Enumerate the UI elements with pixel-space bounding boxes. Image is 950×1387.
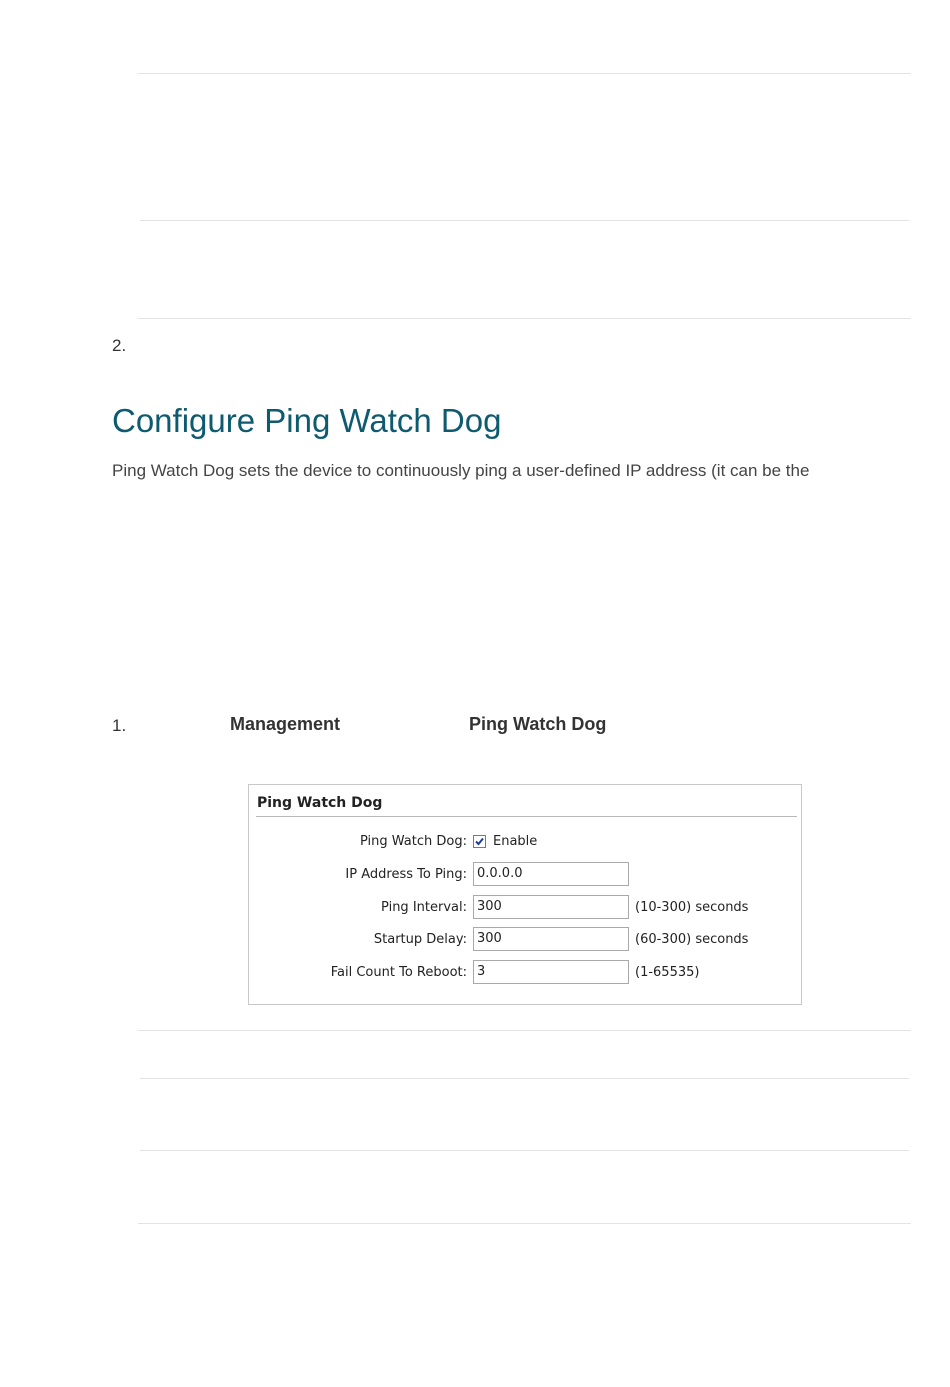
step-number-1: 1.	[112, 716, 127, 735]
startup-delay-hint: (60-300) seconds	[635, 932, 749, 947]
ip-address-label: IP Address To Ping:	[345, 867, 467, 882]
ip-address-input[interactable]: 0.0.0.0	[473, 862, 629, 886]
table-divider	[140, 1078, 909, 1079]
panel-divider	[256, 816, 797, 817]
page-title: Configure Ping Watch Dog	[112, 402, 502, 439]
table-divider	[138, 1030, 911, 1031]
panel-title: Ping Watch Dog	[257, 795, 383, 811]
table-divider	[140, 1150, 909, 1151]
nav-page-ping-watch-dog: Ping Watch Dog	[469, 714, 607, 734]
fail-count-label: Fail Count To Reboot:	[330, 965, 467, 980]
ping-interval-hint: (10-300) seconds	[635, 900, 749, 915]
ping-interval-input[interactable]: 300	[473, 895, 629, 919]
table-divider	[138, 318, 911, 319]
table-divider	[140, 220, 909, 221]
ping-watch-dog-panel	[248, 784, 802, 1005]
table-divider	[138, 73, 911, 74]
checkmark-icon	[474, 836, 485, 847]
table-divider	[138, 1223, 911, 1224]
nav-menu-management: Management	[230, 714, 341, 734]
enable-label: Enable	[493, 834, 538, 849]
startup-delay-label: Startup Delay:	[373, 932, 467, 947]
intro-paragraph: Ping Watch Dog sets the device to continuously ping a user-defined IP address (it can be the	[112, 461, 810, 480]
enable-checkbox[interactable]	[473, 835, 486, 848]
fail-count-input[interactable]: 3	[473, 960, 629, 984]
ping-interval-label: Ping Interval:	[381, 900, 467, 915]
startup-delay-input[interactable]: 300	[473, 927, 629, 951]
fail-count-hint: (1-65535)	[635, 965, 700, 980]
step-number-2: 2.	[112, 336, 127, 355]
ping-watch-dog-label: Ping Watch Dog:	[360, 834, 467, 849]
